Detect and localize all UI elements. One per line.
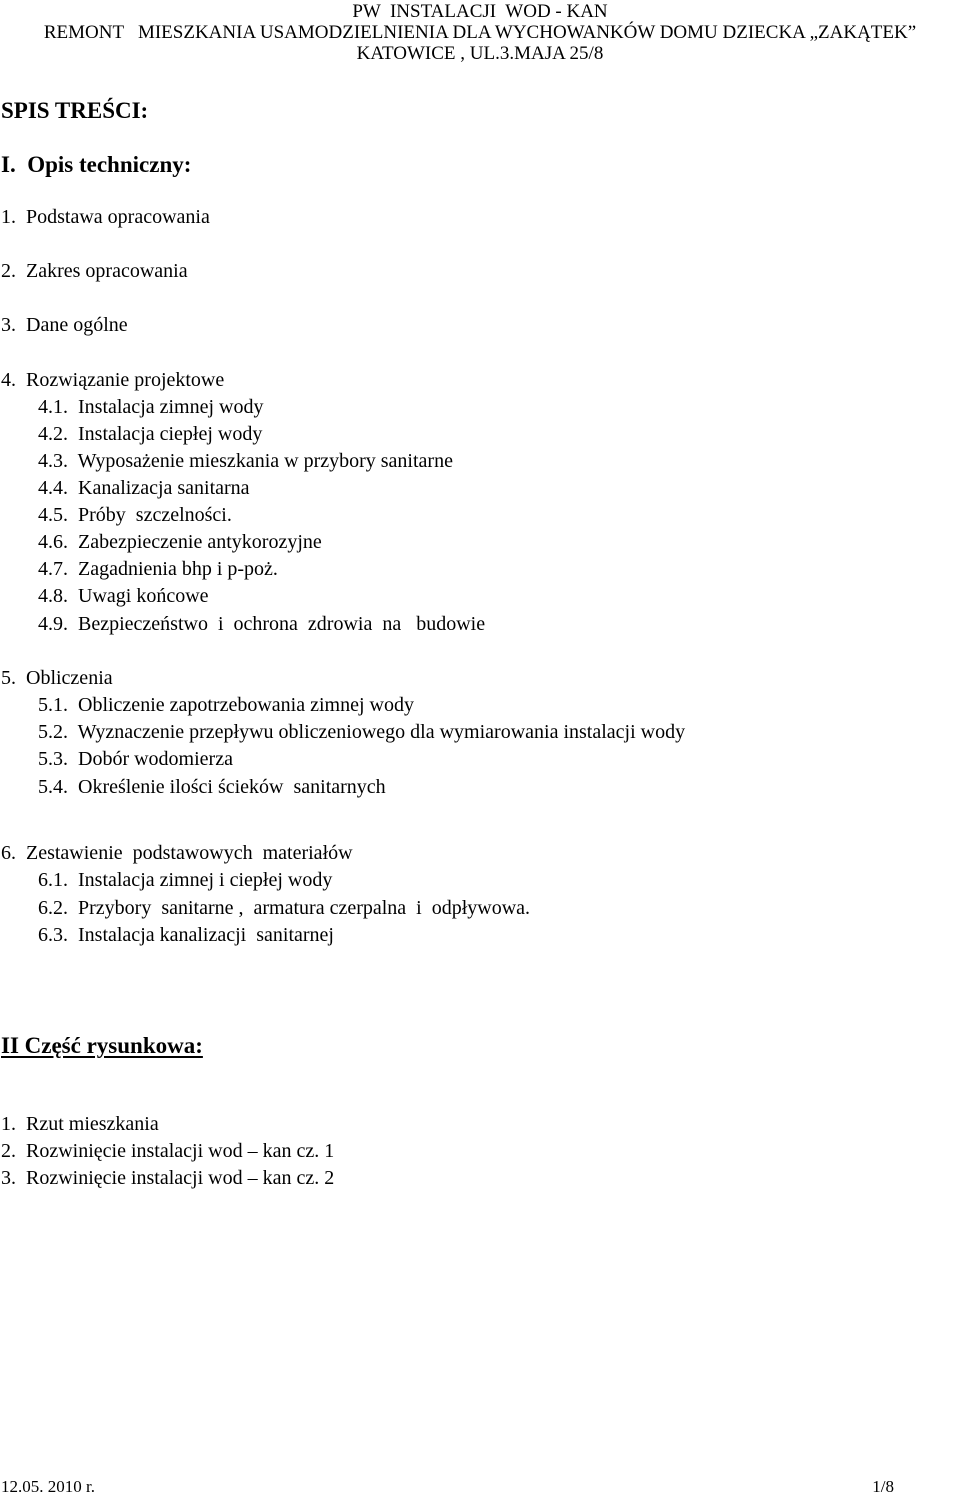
toc-subitem: 4.8. Uwagi końcowe: [38, 585, 209, 607]
toc-item: 1. Podstawa opracowania: [1, 206, 210, 228]
toc-title: SPIS TREŚCI:: [1, 98, 149, 123]
toc-subitem: 6.2. Przybory sanitarne , armatura czerpalna i odpływowa.: [38, 897, 531, 919]
toc-subitem: 4.1. Instalacja zimnej wody: [38, 396, 264, 418]
part1-title: I. Opis techniczny:: [1, 152, 192, 177]
toc-item: 6. Zestawienie podstawowych materiałów: [1, 842, 353, 864]
toc-subitem: 4.5. Próby szczelności.: [38, 504, 232, 526]
toc-item: 3. Dane ogólne: [1, 314, 128, 336]
header-project: REMONT MIESZKANIA USAMODZIELNIENIA DLA WYCHOWANKÓW DOMU DZIECKA „ZAKĄTEK”: [43, 22, 917, 43]
footer-date: 12.05. 2010 r.: [1, 1477, 95, 1496]
header-address: KATOWICE , UL.3.MAJA 25/8: [356, 43, 604, 64]
toc-item: 4. Rozwiązanie projektowe: [1, 369, 225, 391]
drawing-item: 2. Rozwinięcie instalacji wod – kan cz. 1: [1, 1140, 335, 1162]
toc-subitem: 4.3. Wyposażenie mieszkania w przybory sanitarne: [38, 450, 453, 472]
toc-subitem: 6.1. Instalacja zimnej i ciepłej wody: [38, 869, 333, 891]
toc-subitem: 4.2. Instalacja ciepłej wody: [38, 423, 263, 445]
drawing-item: 1. Rzut mieszkania: [1, 1113, 159, 1135]
header-title: PW INSTALACJI WOD - KAN: [352, 1, 608, 22]
toc-subitem: 4.7. Zagadnienia bhp i p-poż.: [38, 558, 278, 580]
toc-subitem: 4.9. Bezpieczeństwo i ochrona zdrowia na budowie: [38, 613, 486, 635]
toc-item: 5. Obliczenia: [1, 667, 113, 689]
footer-page-number: 1/8: [872, 1477, 894, 1496]
part2-title: II Część rysunkowa:: [1, 1033, 203, 1058]
toc-subitem: 5.4. Określenie ilości ścieków sanitarnych: [38, 776, 386, 798]
toc-subitem: 5.3. Dobór wodomierza: [38, 748, 233, 770]
toc-subitem: 4.4. Kanalizacja sanitarna: [38, 477, 250, 499]
toc-item: 2. Zakres opracowania: [1, 260, 188, 282]
drawing-item: 3. Rozwinięcie instalacji wod – kan cz. 2: [1, 1167, 335, 1189]
toc-subitem: 6.3. Instalacja kanalizacji sanitarnej: [38, 924, 334, 946]
toc-subitem: 4.6. Zabezpieczenie antykorozyjne: [38, 531, 322, 553]
toc-subitem: 5.2. Wyznaczenie przepływu obliczeniowego dla wymiarowania instalacji wody: [38, 721, 686, 743]
toc-subitem: 5.1. Obliczenie zapotrzebowania zimnej wody: [38, 694, 414, 716]
